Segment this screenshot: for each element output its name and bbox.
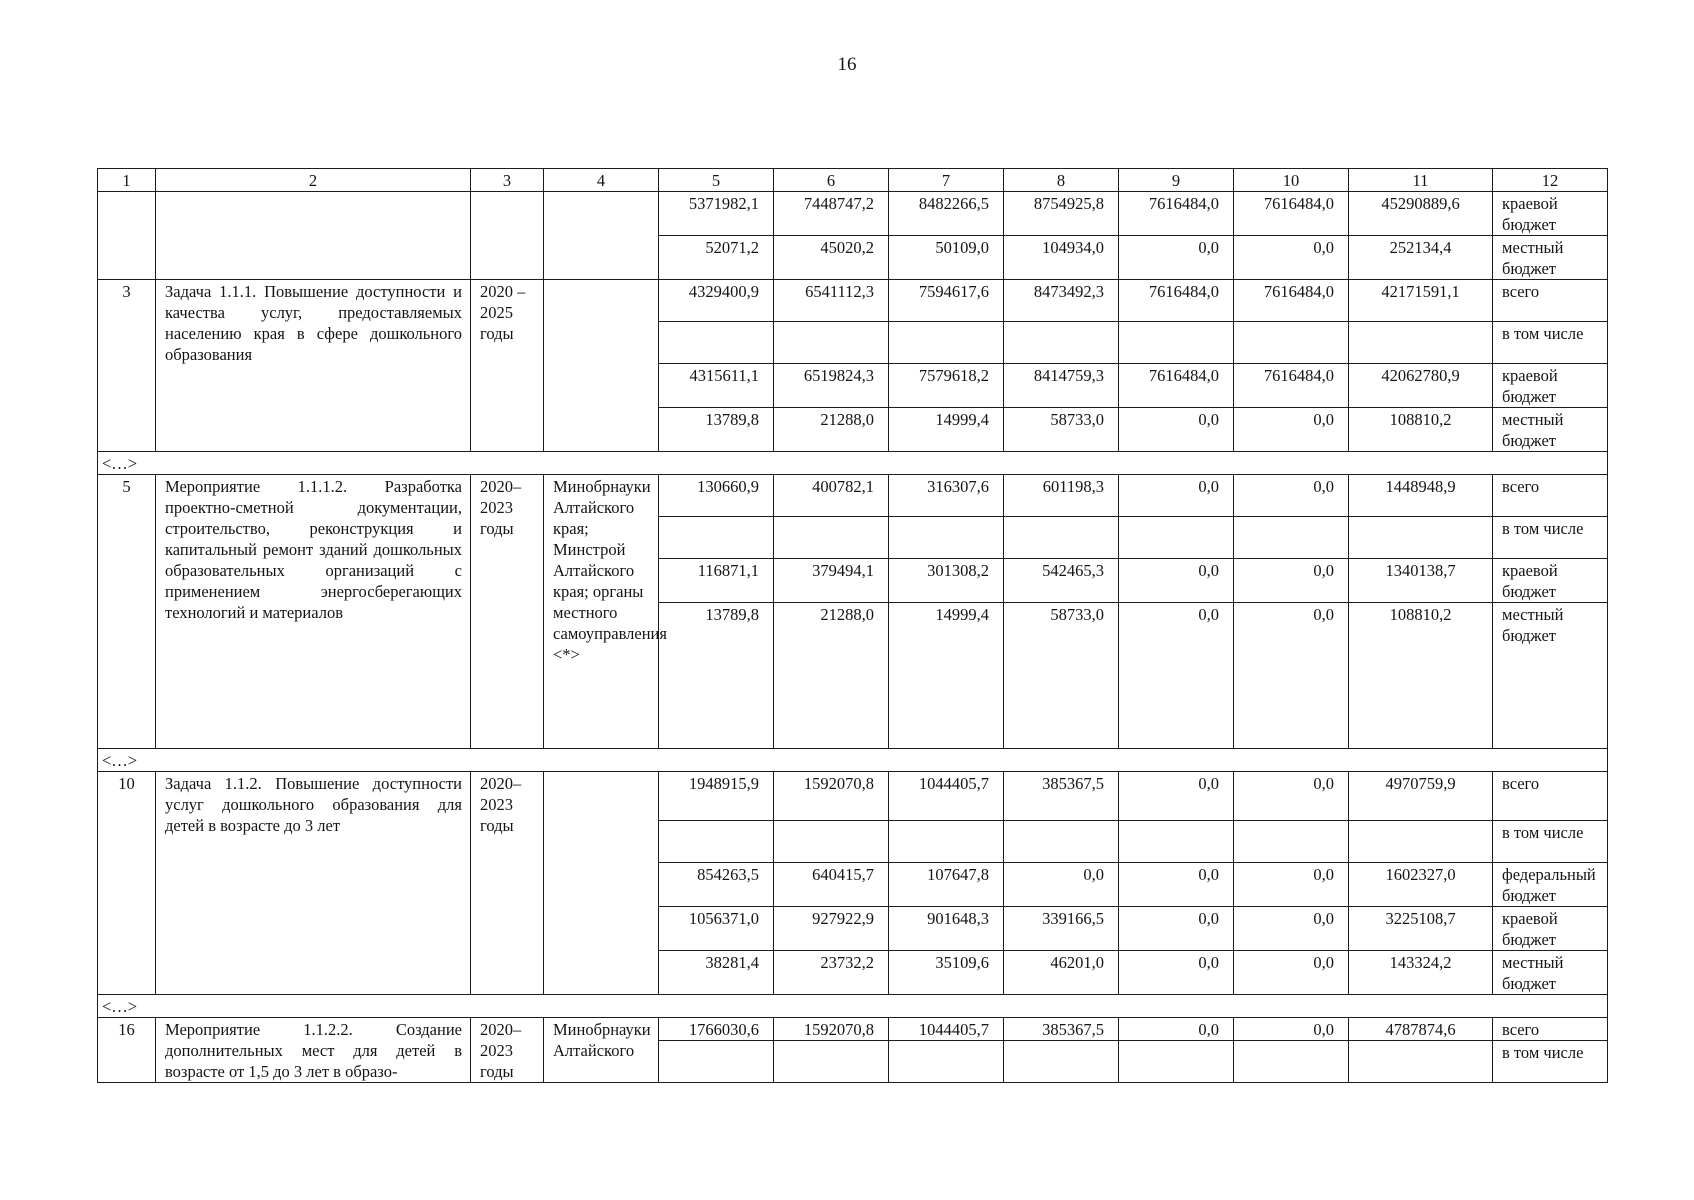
value-cell: 50109,0	[889, 236, 1004, 280]
value-cell: 1592070,8	[774, 772, 889, 821]
value-cell	[1234, 322, 1349, 364]
funding-source: всего	[1493, 280, 1608, 322]
total-cell	[1349, 821, 1493, 863]
funding-source: краевой бюджет	[1493, 192, 1608, 236]
value-cell: 0,0	[1004, 863, 1119, 907]
total-cell: 4787874,6	[1349, 1018, 1493, 1041]
value-cell: 901648,3	[889, 907, 1004, 951]
value-cell: 7616484,0	[1234, 192, 1349, 236]
value-cell: 58733,0	[1004, 408, 1119, 452]
value-cell: 6519824,3	[774, 364, 889, 408]
omission-row	[98, 452, 1608, 475]
value-cell: 1766030,6	[659, 1018, 774, 1041]
row-number: 3	[98, 280, 156, 452]
value-cell: 23732,2	[774, 951, 889, 995]
row-description: Задача 1.1.1. Повышение доступности и качества услуг, предоставляемых населению края в сфере дошкольного образования	[156, 280, 471, 452]
value-cell: 4315611,1	[659, 364, 774, 408]
row-description: Задача 1.1.2. Повышение доступности услуг дошкольного образования для детей в возрасте до 3 лет	[156, 772, 471, 995]
value-cell: 0,0	[1234, 907, 1349, 951]
funding-source: местный бюджет	[1493, 236, 1608, 280]
value-cell: 6541112,3	[774, 280, 889, 322]
value-cell: 0,0	[1119, 603, 1234, 749]
value-cell: 35109,6	[889, 951, 1004, 995]
col-header: 6	[774, 169, 889, 192]
value-cell: 13789,8	[659, 408, 774, 452]
total-cell: 108810,2	[1349, 603, 1493, 749]
value-cell: 1044405,7	[889, 1018, 1004, 1041]
value-cell: 52071,2	[659, 236, 774, 280]
value-cell	[1234, 1041, 1349, 1083]
funding-source: местный бюджет	[1493, 408, 1608, 452]
value-cell: 640415,7	[774, 863, 889, 907]
row-period: 2020– 2023 годы	[471, 475, 544, 749]
value-cell: 927922,9	[774, 907, 889, 951]
value-cell	[659, 821, 774, 863]
table-row	[98, 192, 1608, 236]
value-cell: 7448747,2	[774, 192, 889, 236]
value-cell	[659, 517, 774, 559]
funding-source: в том числе	[1493, 1041, 1608, 1083]
total-cell: 108810,2	[1349, 408, 1493, 452]
total-cell	[1349, 517, 1493, 559]
budget-table	[97, 168, 1608, 1083]
value-cell: 0,0	[1234, 236, 1349, 280]
value-cell	[774, 821, 889, 863]
value-cell: 0,0	[1234, 603, 1349, 749]
row-description: Мероприятие 1.1.1.2. Разработка проектно-сметной документации, строительство, реконструкция и капитальный ремонт зданий дошкольных образовательных организаций с применением энергосберегающих технологий и материалов	[156, 475, 471, 749]
value-cell: 0,0	[1119, 863, 1234, 907]
value-cell: 0,0	[1234, 863, 1349, 907]
value-cell: 854263,5	[659, 863, 774, 907]
value-cell: 13789,8	[659, 603, 774, 749]
row-number: 10	[98, 772, 156, 995]
value-cell: 385367,5	[1004, 1018, 1119, 1041]
total-cell: 143324,2	[1349, 951, 1493, 995]
value-cell: 14999,4	[889, 408, 1004, 452]
row-description	[156, 192, 471, 280]
omission-marker: <…>	[98, 452, 1608, 475]
omission-row	[98, 749, 1608, 772]
row-executor	[544, 192, 659, 280]
value-cell	[889, 1041, 1004, 1083]
value-cell: 7579618,2	[889, 364, 1004, 408]
value-cell: 130660,9	[659, 475, 774, 517]
value-cell: 0,0	[1119, 408, 1234, 452]
value-cell: 5371982,1	[659, 192, 774, 236]
value-cell: 8754925,8	[1004, 192, 1119, 236]
value-cell: 38281,4	[659, 951, 774, 995]
value-cell	[774, 1041, 889, 1083]
value-cell: 0,0	[1119, 772, 1234, 821]
value-cell: 7616484,0	[1119, 364, 1234, 408]
value-cell: 8414759,3	[1004, 364, 1119, 408]
row-executor	[544, 280, 659, 452]
value-cell	[1004, 322, 1119, 364]
value-cell: 0,0	[1119, 559, 1234, 603]
funding-source: краевой бюджет	[1493, 559, 1608, 603]
total-cell: 252134,4	[1349, 236, 1493, 280]
col-header: 3	[471, 169, 544, 192]
value-cell: 8482266,5	[889, 192, 1004, 236]
value-cell: 46201,0	[1004, 951, 1119, 995]
table-row	[98, 280, 1608, 322]
value-cell: 116871,1	[659, 559, 774, 603]
funding-source: в том числе	[1493, 517, 1608, 559]
omission-marker: <…>	[98, 749, 1608, 772]
row-period: 2020 – 2025 годы	[471, 280, 544, 452]
value-cell: 400782,1	[774, 475, 889, 517]
col-header: 2	[156, 169, 471, 192]
col-header: 12	[1493, 169, 1608, 192]
value-cell	[659, 1041, 774, 1083]
column-number-row	[98, 169, 1608, 192]
value-cell	[889, 821, 1004, 863]
value-cell: 104934,0	[1004, 236, 1119, 280]
value-cell: 45020,2	[774, 236, 889, 280]
value-cell: 4329400,9	[659, 280, 774, 322]
value-cell: 58733,0	[1004, 603, 1119, 749]
row-number: 16	[98, 1018, 156, 1083]
table-row	[98, 1018, 1608, 1041]
value-cell	[1119, 322, 1234, 364]
value-cell: 7616484,0	[1234, 364, 1349, 408]
row-period: 2020– 2023 годы	[471, 1018, 544, 1083]
value-cell: 385367,5	[1004, 772, 1119, 821]
total-cell: 42062780,9	[1349, 364, 1493, 408]
row-number: 5	[98, 475, 156, 749]
value-cell	[1234, 821, 1349, 863]
total-cell: 3225108,7	[1349, 907, 1493, 951]
value-cell	[889, 322, 1004, 364]
col-header: 1	[98, 169, 156, 192]
col-header: 8	[1004, 169, 1119, 192]
value-cell: 0,0	[1234, 475, 1349, 517]
value-cell: 301308,2	[889, 559, 1004, 603]
omission-marker: <…>	[98, 995, 1608, 1018]
value-cell: 0,0	[1234, 408, 1349, 452]
value-cell: 0,0	[1234, 772, 1349, 821]
table-row	[98, 475, 1608, 517]
value-cell: 1948915,9	[659, 772, 774, 821]
value-cell	[1004, 821, 1119, 863]
value-cell: 0,0	[1119, 907, 1234, 951]
funding-source: федеральный бюджет	[1493, 863, 1608, 907]
value-cell: 7616484,0	[1234, 280, 1349, 322]
total-cell: 45290889,6	[1349, 192, 1493, 236]
total-cell: 1340138,7	[1349, 559, 1493, 603]
row-description: Мероприятие 1.1.2.2. Создание дополнительных мест для детей в возрасте от 1,5 до 3 лет в образо-	[156, 1018, 471, 1083]
row-executor: Минобрнауки Алтайского края; Минстрой Алтайского края; органы местного самоуправления <*>	[544, 475, 659, 749]
value-cell: 339166,5	[1004, 907, 1119, 951]
value-cell: 0,0	[1119, 475, 1234, 517]
value-cell	[774, 322, 889, 364]
value-cell: 1592070,8	[774, 1018, 889, 1041]
funding-source: в том числе	[1493, 821, 1608, 863]
funding-source: в том числе	[1493, 322, 1608, 364]
total-cell	[1349, 1041, 1493, 1083]
value-cell	[1119, 1041, 1234, 1083]
table-row	[98, 772, 1608, 821]
omission-row	[98, 995, 1608, 1018]
value-cell: 21288,0	[774, 408, 889, 452]
funding-source: краевой бюджет	[1493, 907, 1608, 951]
funding-source: краевой бюджет	[1493, 364, 1608, 408]
value-cell: 601198,3	[1004, 475, 1119, 517]
value-cell: 7616484,0	[1119, 280, 1234, 322]
value-cell	[774, 517, 889, 559]
value-cell: 7594617,6	[889, 280, 1004, 322]
value-cell: 21288,0	[774, 603, 889, 749]
value-cell: 7616484,0	[1119, 192, 1234, 236]
row-executor	[544, 772, 659, 995]
value-cell: 316307,6	[889, 475, 1004, 517]
value-cell: 107647,8	[889, 863, 1004, 907]
value-cell: 0,0	[1234, 1018, 1349, 1041]
row-executor: Минобрнауки Алтайского	[544, 1018, 659, 1083]
total-cell: 1448948,9	[1349, 475, 1493, 517]
value-cell: 0,0	[1234, 951, 1349, 995]
value-cell	[1004, 1041, 1119, 1083]
value-cell: 0,0	[1119, 1018, 1234, 1041]
row-period: 2020– 2023 годы	[471, 772, 544, 995]
value-cell: 0,0	[1234, 559, 1349, 603]
funding-source: местный бюджет	[1493, 951, 1608, 995]
value-cell: 8473492,3	[1004, 280, 1119, 322]
funding-source: всего	[1493, 1018, 1608, 1041]
value-cell: 379494,1	[774, 559, 889, 603]
total-cell: 4970759,9	[1349, 772, 1493, 821]
value-cell	[889, 517, 1004, 559]
row-period	[471, 192, 544, 280]
col-header: 5	[659, 169, 774, 192]
total-cell: 42171591,1	[1349, 280, 1493, 322]
col-header: 11	[1349, 169, 1493, 192]
value-cell: 542465,3	[1004, 559, 1119, 603]
value-cell	[1234, 517, 1349, 559]
value-cell: 14999,4	[889, 603, 1004, 749]
row-number	[98, 192, 156, 280]
value-cell	[1004, 517, 1119, 559]
value-cell: 1056371,0	[659, 907, 774, 951]
col-header: 7	[889, 169, 1004, 192]
total-cell	[1349, 322, 1493, 364]
value-cell	[1119, 821, 1234, 863]
funding-source: местный бюджет	[1493, 603, 1608, 749]
value-cell: 0,0	[1119, 236, 1234, 280]
value-cell: 1044405,7	[889, 772, 1004, 821]
funding-source: всего	[1493, 475, 1608, 517]
col-header: 9	[1119, 169, 1234, 192]
funding-source: всего	[1493, 772, 1608, 821]
col-header: 4	[544, 169, 659, 192]
value-cell	[659, 322, 774, 364]
value-cell	[1119, 517, 1234, 559]
page-number: 16	[837, 54, 857, 75]
value-cell: 0,0	[1119, 951, 1234, 995]
col-header: 10	[1234, 169, 1349, 192]
total-cell: 1602327,0	[1349, 863, 1493, 907]
